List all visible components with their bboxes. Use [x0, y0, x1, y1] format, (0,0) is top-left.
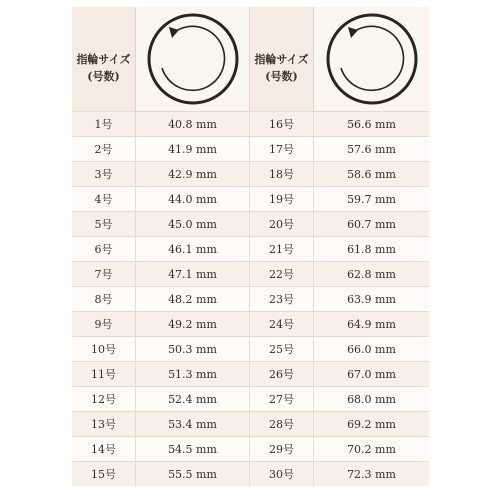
table-row [72, 361, 429, 386]
table-row [72, 161, 429, 186]
left-size-cell: 10号 [72, 337, 136, 361]
left-size-cell: 5号 [72, 212, 136, 236]
right-circumference-cell: 64.9 mm [347, 317, 396, 331]
right-size-cell: 22号 [250, 262, 314, 286]
right-circumference-cell: 59.7 mm [347, 192, 396, 206]
left-size-cell: 6号 [72, 237, 136, 261]
table-row [72, 436, 429, 461]
size-header-label: 指輪サイズ [76, 53, 131, 66]
left-circumference-cell: 50.3 mm [136, 337, 250, 361]
table-row [72, 336, 429, 361]
left-circumference-cell: 54.5 mm [136, 437, 250, 461]
table-row [72, 386, 429, 411]
right-circumference-cell: 56.6 mm [347, 117, 396, 131]
table-header [72, 7, 429, 111]
table-row [72, 286, 429, 311]
ring-size-chart [72, 7, 429, 493]
size-header-left [72, 7, 136, 111]
table-row [72, 461, 429, 486]
right-size-cell: 19号 [250, 187, 314, 211]
right-size-cell: 18号 [250, 162, 314, 186]
right-size-cell: 17号 [250, 137, 314, 161]
right-circumference-cell: 66.0 mm [347, 342, 396, 356]
right-circumference-cell: 60.7 mm [347, 217, 396, 231]
left-size-cell: 4号 [72, 187, 136, 211]
table-row [72, 136, 429, 161]
left-size-cell: 7号 [72, 262, 136, 286]
right-size-cell: 27号 [250, 387, 314, 411]
right-size-cell: 21号 [250, 237, 314, 261]
table-row [72, 236, 429, 261]
right-circumference-cell: 72.3 mm [347, 467, 396, 481]
left-size-cell: 11号 [72, 362, 136, 386]
right-circumference-cell: 58.6 mm [347, 167, 396, 181]
right-circumference-cell: 70.2 mm [347, 442, 396, 456]
left-circumference-cell: 49.2 mm [136, 312, 250, 336]
left-circumference-cell: 46.1 mm [136, 237, 250, 261]
table-row [72, 411, 429, 436]
circumference-header-right [314, 7, 429, 111]
right-size-cell: 24号 [250, 312, 314, 336]
left-circumference-cell: 45.0 mm [136, 212, 250, 236]
right-size-cell: 26号 [250, 362, 314, 386]
circumference-header-left [136, 7, 250, 111]
left-size-cell: 12号 [72, 387, 136, 411]
left-size-cell: 8号 [72, 287, 136, 311]
left-circumference-cell: 48.2 mm [136, 287, 250, 311]
left-circumference-cell: 40.8 mm [136, 112, 250, 136]
right-size-cell: 30号 [250, 462, 314, 486]
right-size-cell: 28号 [250, 412, 314, 436]
size-header-unit: (号数) [87, 70, 120, 83]
table-row [72, 311, 429, 336]
left-size-cell: 3号 [72, 162, 136, 186]
right-circumference-cell: 69.2 mm [347, 417, 396, 431]
left-circumference-cell: 47.1 mm [136, 262, 250, 286]
right-size-cell: 23号 [250, 287, 314, 311]
left-size-cell: 14号 [72, 437, 136, 461]
left-circumference-cell: 44.0 mm [136, 187, 250, 211]
right-circumference-cell: 63.9 mm [347, 292, 396, 306]
ring-circle-arrow-icon [324, 11, 420, 107]
size-header-label: 指輪サイズ [254, 53, 309, 66]
table-row [72, 111, 429, 136]
right-size-cell: 16号 [250, 112, 314, 136]
left-size-cell: 13号 [72, 412, 136, 436]
right-size-cell: 25号 [250, 337, 314, 361]
right-circumference-cell: 57.6 mm [347, 142, 396, 156]
table-row [72, 211, 429, 236]
left-circumference-cell: 41.9 mm [136, 137, 250, 161]
left-circumference-cell: 55.5 mm [136, 462, 250, 486]
right-circumference-cell: 67.0 mm [347, 367, 396, 381]
left-size-cell: 15号 [72, 462, 136, 486]
left-size-cell: 1号 [72, 112, 136, 136]
right-size-cell: 20号 [250, 212, 314, 236]
right-circumference-cell: 62.8 mm [347, 267, 396, 281]
size-header-unit: (号数) [265, 70, 298, 83]
left-circumference-cell: 51.3 mm [136, 362, 250, 386]
left-size-cell: 2号 [72, 137, 136, 161]
ring-circle-arrow-icon [145, 11, 241, 107]
right-size-cell: 29号 [250, 437, 314, 461]
right-circumference-cell: 61.8 mm [347, 242, 396, 256]
table-row [72, 261, 429, 286]
left-size-cell: 9号 [72, 312, 136, 336]
left-circumference-cell: 42.9 mm [136, 162, 250, 186]
left-circumference-cell: 53.4 mm [136, 412, 250, 436]
right-circumference-cell: 68.0 mm [347, 392, 396, 406]
left-circumference-cell: 52.4 mm [136, 387, 250, 411]
size-header-right [250, 7, 314, 111]
table-row [72, 186, 429, 211]
